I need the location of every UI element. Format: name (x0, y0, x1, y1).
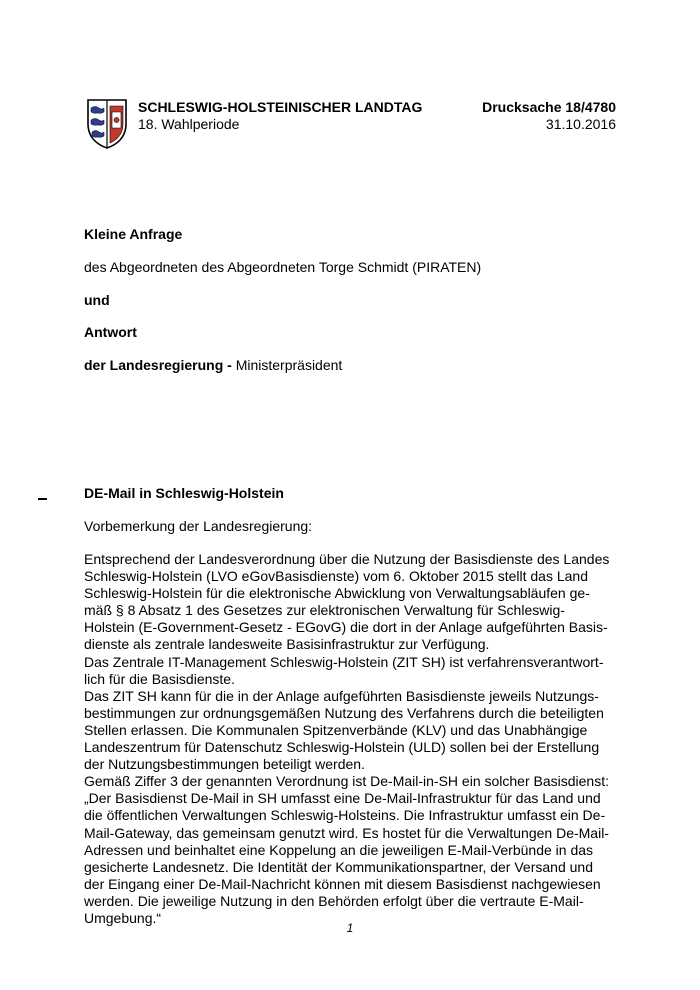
body-line: „Der Basisdienst De-Mail in SH umfasst eine De-Mail-Infrastruktur für das Land und (84, 790, 601, 807)
author-line: des Abgeordneten des Abgeordneten Torge Schmidt (PIRATEN) (84, 259, 482, 275)
body-line: Adressen und beinhaltet eine Koppelung an die jeweiligen E-Mail-Verbünde in das (84, 841, 594, 858)
header-left (138, 99, 422, 133)
body-line: Gemäß Ziffer 3 der genannten Verordnung ist De-Mail-in-SH ein solcher Basisdienst: (84, 773, 609, 790)
body-line: Schleswig-Holstein für die elektronische Abwicklung von Verwaltungsabläufen ge- (84, 585, 590, 602)
body-line: die öffentlichen Verwaltungen Schleswig-Holsteins. Die Infrastruktur umfasst ein De- (84, 807, 606, 824)
coat-of-arms-logo (86, 98, 128, 150)
subject-title: DE-Mail in Schleswig-Holstein (84, 485, 284, 501)
preamble-heading: Vorbemerkung der Landesregierung: (84, 518, 313, 534)
body-line: Entsprechend der Landesverordnung über die Nutzung der Basisdienste des Landes (84, 551, 610, 567)
header-right (482, 99, 616, 133)
body-line: lich für die Basisdienste. (84, 670, 235, 687)
body-line: Holstein (E-Government-Gesetz - EGovG) die dort in der Anlage aufgeführten Basis- (84, 619, 608, 636)
body-line: Das ZIT SH kann für die in der Anlage aufgeführten Basisdienste jeweils Nutzungs- (84, 687, 599, 704)
body-line: Umgebung.“ (84, 909, 162, 926)
body-line: gesicherte Landesnetz. Die Identität der Kommunikationspartner, der Versand und (84, 858, 593, 875)
body-line: Mail-Gateway, das gemeinsam genutzt wird. Es hostet für die Verwaltungen De-Mail- (84, 824, 609, 841)
government-ministry: Ministerpräsident (231, 357, 343, 373)
legislative-period: 18. Wahlperiode (138, 116, 240, 132)
government-line (84, 357, 342, 374)
body-line: mäß § 8 Absatz 1 des Gesetzes zur elektronischen Verwaltung für Schleswig- (84, 602, 565, 619)
document-number: Drucksache 18/4780 (482, 99, 616, 115)
body-line: dienste als zentrale landesweite Basisinfrastruktur zur Verfügung. (84, 636, 490, 653)
body-line: Landeszentrum für Datenschutz Schleswig-Holstein (ULD) sollen bei der Erstellung (84, 739, 600, 756)
body-line: der Eingang einer De-Mail-Nachricht können mit diesem Basisdienst nachgewiesen (84, 875, 601, 892)
document-date: 31.10.2016 (545, 116, 616, 132)
answer-label: Antwort (84, 324, 137, 340)
parliament-name: SCHLESWIG-HOLSTEINISCHER LANDTAG (138, 99, 423, 115)
body-line: werden. Die jeweilige Nutzung in den Behörden erfolgt über die vertraute E-Mail- (84, 892, 584, 909)
body-line: Schleswig-Holstein (LVO eGovBasisdienste) vom 6. Oktober 2015 stellt das Land (84, 568, 588, 585)
connector: und (84, 292, 110, 308)
body-text (84, 551, 624, 927)
page-number: 1 (346, 921, 354, 935)
body-line: Stellen erlassen. Die Kommunalen Spitzenverbände (KLV) und das Unabhängige (84, 721, 588, 738)
body-line: Das Zentrale IT-Management Schleswig-Holstein (ZIT SH) ist verfahrensverantwort- (84, 653, 604, 670)
government-bold: der Landesregierung - (84, 357, 232, 373)
inquiry-type: Kleine Anfrage (84, 226, 183, 242)
body-line: bestimmungen zur ordnungsgemäßen Nutzung des Verfahrens durch die beteiligten (84, 704, 604, 721)
body-line: der Nutzungsbestimmungen beteiligt werden. (84, 756, 365, 773)
margin-mark (38, 498, 47, 500)
